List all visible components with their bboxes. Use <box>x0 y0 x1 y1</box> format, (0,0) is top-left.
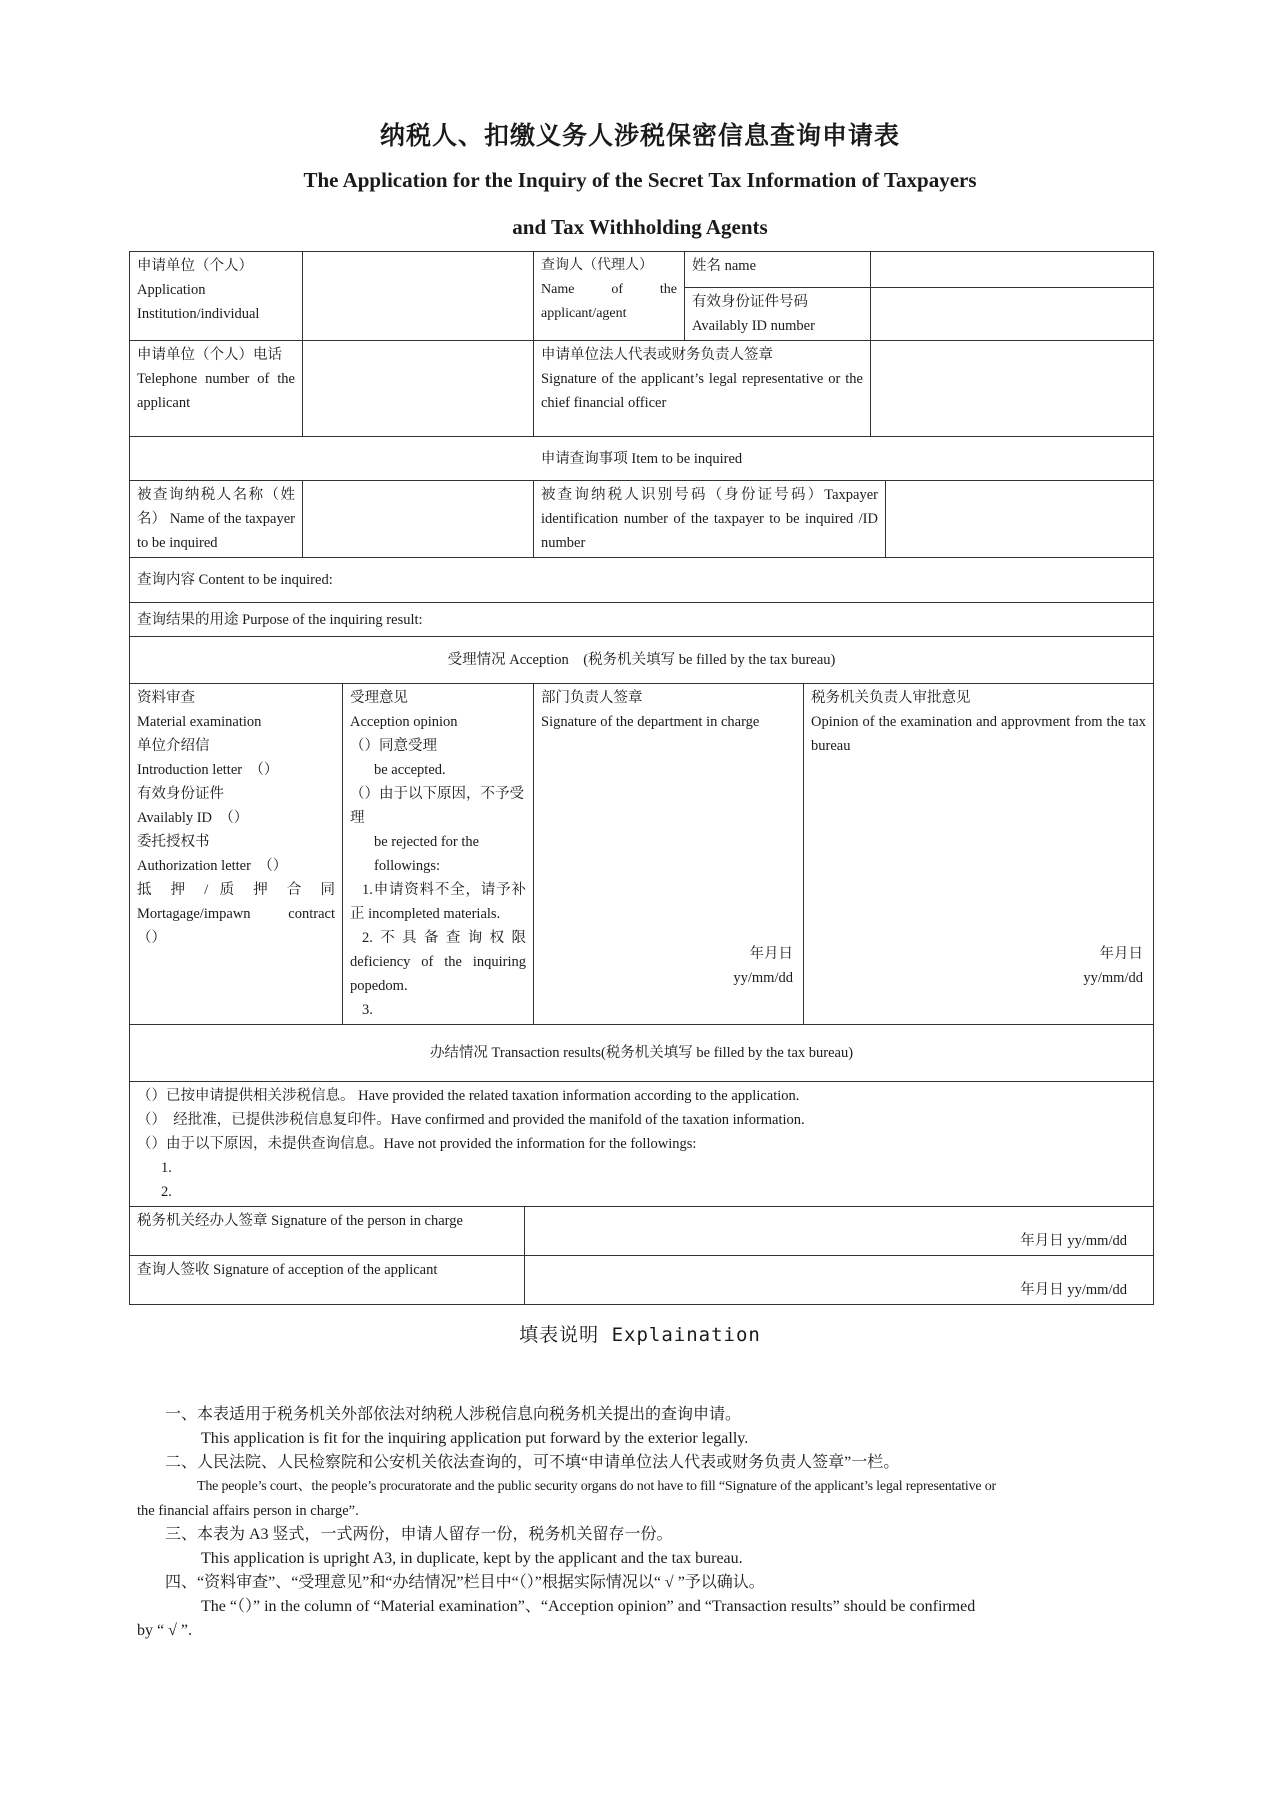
phone-label-en: Telephone number of the applicant <box>137 371 295 411</box>
reject-reason-3: 3. <box>362 1002 373 1018</box>
acception-header: 受理情况 Acception (税务机关填写 be filled by the tax bureau) <box>130 637 1154 684</box>
id-number-label <box>685 288 871 341</box>
applicant-unit-label-zh: 申请单位（个人） <box>137 258 253 274</box>
legal-rep-label-en: Signature of the applicant’s legal representative or the chief financial officer <box>541 371 863 411</box>
acception-opinion-title-en: Acception opinion <box>350 714 458 730</box>
department-signature-cell[interactable] <box>534 684 804 1025</box>
availably-id-checkbox[interactable]: Availably ID （） <box>137 810 249 826</box>
provided-copy-checkbox[interactable]: （） 经批准，已提供涉税信息复印件。Have confirmed and provided the manifold of the taxation information. <box>137 1112 805 1128</box>
explanation-item-4-zh: 四、“资料审查”、“受理意见”和“办结情况”栏目中“（）”根据实际情况以“ √ ”予以确认。 <box>165 1574 765 1591</box>
bureau-opinion-cell[interactable] <box>804 684 1154 1025</box>
material-examination-title-en: Material examination <box>137 714 262 730</box>
explanation-item-2-en-cont: the financial affairs person in charge”. <box>137 1503 359 1519</box>
explanation-title: 填表说明 Explaination <box>519 1324 761 1346</box>
purpose-field[interactable]: 查询结果的用途 Purpose of the inquiring result: <box>130 603 1154 637</box>
explanation-item-3-en: This application is upright A3, in duplicate, kept by the applicant and the tax bureau. <box>201 1550 743 1567</box>
applicant-unit-label-en2: Institution/individual <box>137 306 260 322</box>
material-examination-cell <box>130 684 343 1025</box>
acception-opinion-title-zh: 受理意见 <box>350 690 408 706</box>
bureau-opinion-label-zh: 税务机关负责人审批意见 <box>811 690 971 706</box>
reject-reason-2: 2.不具备查询权限 deficiency of the inquiring popedom. <box>350 930 526 994</box>
department-signature-label-en: Signature of the department in charge <box>541 714 760 730</box>
date-label-zh: 年月日 <box>749 946 793 962</box>
applicant-acception-signature-field[interactable] <box>525 1256 1154 1305</box>
bureau-handler-signature-field[interactable] <box>525 1207 1154 1256</box>
explanation-item-1-zh: 一、本表适用于税务机关外部依法对纳税人涉税信息向税务机关提出的查询申请。 <box>165 1406 742 1423</box>
explanation-item-1-en: This application is fit for the inquiring application put forward by the exterior legally. <box>201 1430 749 1447</box>
transaction-results-cell <box>130 1082 1154 1207</box>
material-item: 有效身份证件 <box>137 786 224 802</box>
explanation-item-4-en-cont: by “ √ ”. <box>137 1622 192 1639</box>
taxpayer-name-field[interactable] <box>303 481 534 558</box>
accept-checkbox[interactable]: （）同意受理 <box>350 738 437 754</box>
form-title-english-line1: The Application for the Inquiry of the Secret Tax Information of Taxpayers <box>303 168 977 192</box>
id-number-label-zh: 有效身份证件号码 <box>692 294 808 310</box>
bureau-handler-signature-date: 年月日 yy/mm/dd <box>1020 1233 1127 1249</box>
material-examination-title-zh: 资料审查 <box>137 690 195 706</box>
material-item: 单位介绍信 <box>137 738 210 754</box>
content-to-inquire-field[interactable]: 查询内容 Content to be inquired: <box>130 558 1154 603</box>
legal-rep-label <box>534 341 871 437</box>
accept-label-en: be accepted. <box>374 762 446 778</box>
phone-field[interactable] <box>303 341 534 437</box>
applicant-unit-label <box>130 252 303 341</box>
applicant-unit-label-en1: Application <box>137 282 206 298</box>
id-number-label-en: Availably ID number <box>692 318 815 334</box>
phone-label-zh: 申请单位（个人）电话 <box>137 347 282 363</box>
date-label-zh: 年月日 <box>1099 946 1143 962</box>
inquirer-label-zh: 查询人（代理人） <box>541 258 653 273</box>
inquirer-label <box>534 252 685 341</box>
department-signature-label-zh: 部门负责人签章 <box>541 690 643 706</box>
item-to-inquire-header: 申请查询事项 Item to be inquired <box>130 437 1154 481</box>
provided-info-checkbox[interactable]: （）已按申请提供相关涉税信息。 Have provided the related taxation information according to the application. <box>137 1088 800 1104</box>
not-provided-reason-2: 2. <box>161 1184 172 1200</box>
bureau-handler-signature-label: 税务机关经办人签章 Signature of the person in charge <box>130 1207 525 1256</box>
date-label-en: yy/mm/dd <box>1083 970 1143 986</box>
phone-label <box>130 341 303 437</box>
explanation-item-3-zh: 三、本表为 A3 竖式，一式两份，申请人留存一份，税务机关留存一份。 <box>165 1526 673 1543</box>
acception-opinion-cell <box>343 684 534 1025</box>
authorization-letter-checkbox[interactable]: Authorization letter （） <box>137 858 288 874</box>
applicant-unit-field[interactable] <box>303 252 534 341</box>
date-label-en: yy/mm/dd <box>733 970 793 986</box>
inquirer-name-field[interactable] <box>871 252 1154 288</box>
name-label: 姓名 name <box>685 252 871 288</box>
explanation-item-4-en: The “（）” in the column of “Material examination”、“Acception opinion” and “Transaction results” should be confirmed <box>201 1598 976 1615</box>
explanation-section <box>137 1403 1155 1643</box>
taxpayer-id-label: 被查询纳税人识别号码（身份证号码）Taxpayer identification number of the taxpayer to be inquired /ID number <box>534 481 886 558</box>
legal-rep-signature-field[interactable] <box>871 341 1154 437</box>
bureau-opinion-date <box>1083 942 1143 990</box>
inquirer-id-field[interactable] <box>871 288 1154 341</box>
explanation-item-2-zh: 二、人民法院、人民检察院和公安机关依法查询的，可不填“申请单位法人代表或财务负责人签章”一栏。 <box>165 1454 900 1471</box>
bureau-opinion-label-en: Opinion of the examination and approvment from the tax bureau <box>811 714 1146 754</box>
taxpayer-id-field[interactable] <box>886 481 1154 558</box>
legal-rep-label-zh: 申请单位法人代表或财务负责人签章 <box>541 347 773 363</box>
material-item: 抵 押 / 质 押 合 同 <box>137 882 335 898</box>
inquiry-form-table <box>129 251 1154 1305</box>
not-provided-checkbox[interactable]: （）由于以下原因，未提供查询信息。Have not provided the information for the followings: <box>137 1136 697 1152</box>
form-title-chinese: 纳税人、扣缴义务人涉税保密信息查询申请表 <box>379 121 900 150</box>
applicant-acception-signature-date: 年月日 yy/mm/dd <box>1020 1282 1127 1298</box>
inquirer-label-en-2: applicant/agent <box>541 306 627 321</box>
taxpayer-name-label: 被查询纳税人名称（姓名） Name of the taxpayer to be inquired <box>130 481 303 558</box>
applicant-acception-signature-label: 查询人签收 Signature of acception of the applicant <box>130 1256 525 1305</box>
department-signature-date <box>733 942 793 990</box>
reject-reason-1: 1.申请资料不全，请予补正 incompleted materials. <box>350 882 526 922</box>
introduction-letter-checkbox[interactable]: Introduction letter （） <box>137 762 279 778</box>
material-item: Mortagage/impawn contract <box>137 906 335 922</box>
material-item: 委托授权书 <box>137 834 210 850</box>
not-provided-reason-1: 1. <box>161 1160 172 1176</box>
transaction-results-header: 办结情况 Transaction results(税务机关填写 be filled by the tax bureau) <box>130 1025 1154 1082</box>
explanation-item-2-en: The people’s court、the people’s procuratorate and the public security organs do not have to fill “Signature of the applicant’s legal representative or <box>197 1479 996 1494</box>
form-title-english-line2: and Tax Withholding Agents <box>512 215 768 239</box>
mortgage-contract-checkbox[interactable]: （） <box>137 930 166 946</box>
inquirer-label-en-1: Name of the <box>541 282 677 297</box>
reject-checkbox[interactable]: （）由于以下原因，不予受理 <box>350 786 524 826</box>
reject-label-en: be rejected for the followings: <box>374 834 480 874</box>
